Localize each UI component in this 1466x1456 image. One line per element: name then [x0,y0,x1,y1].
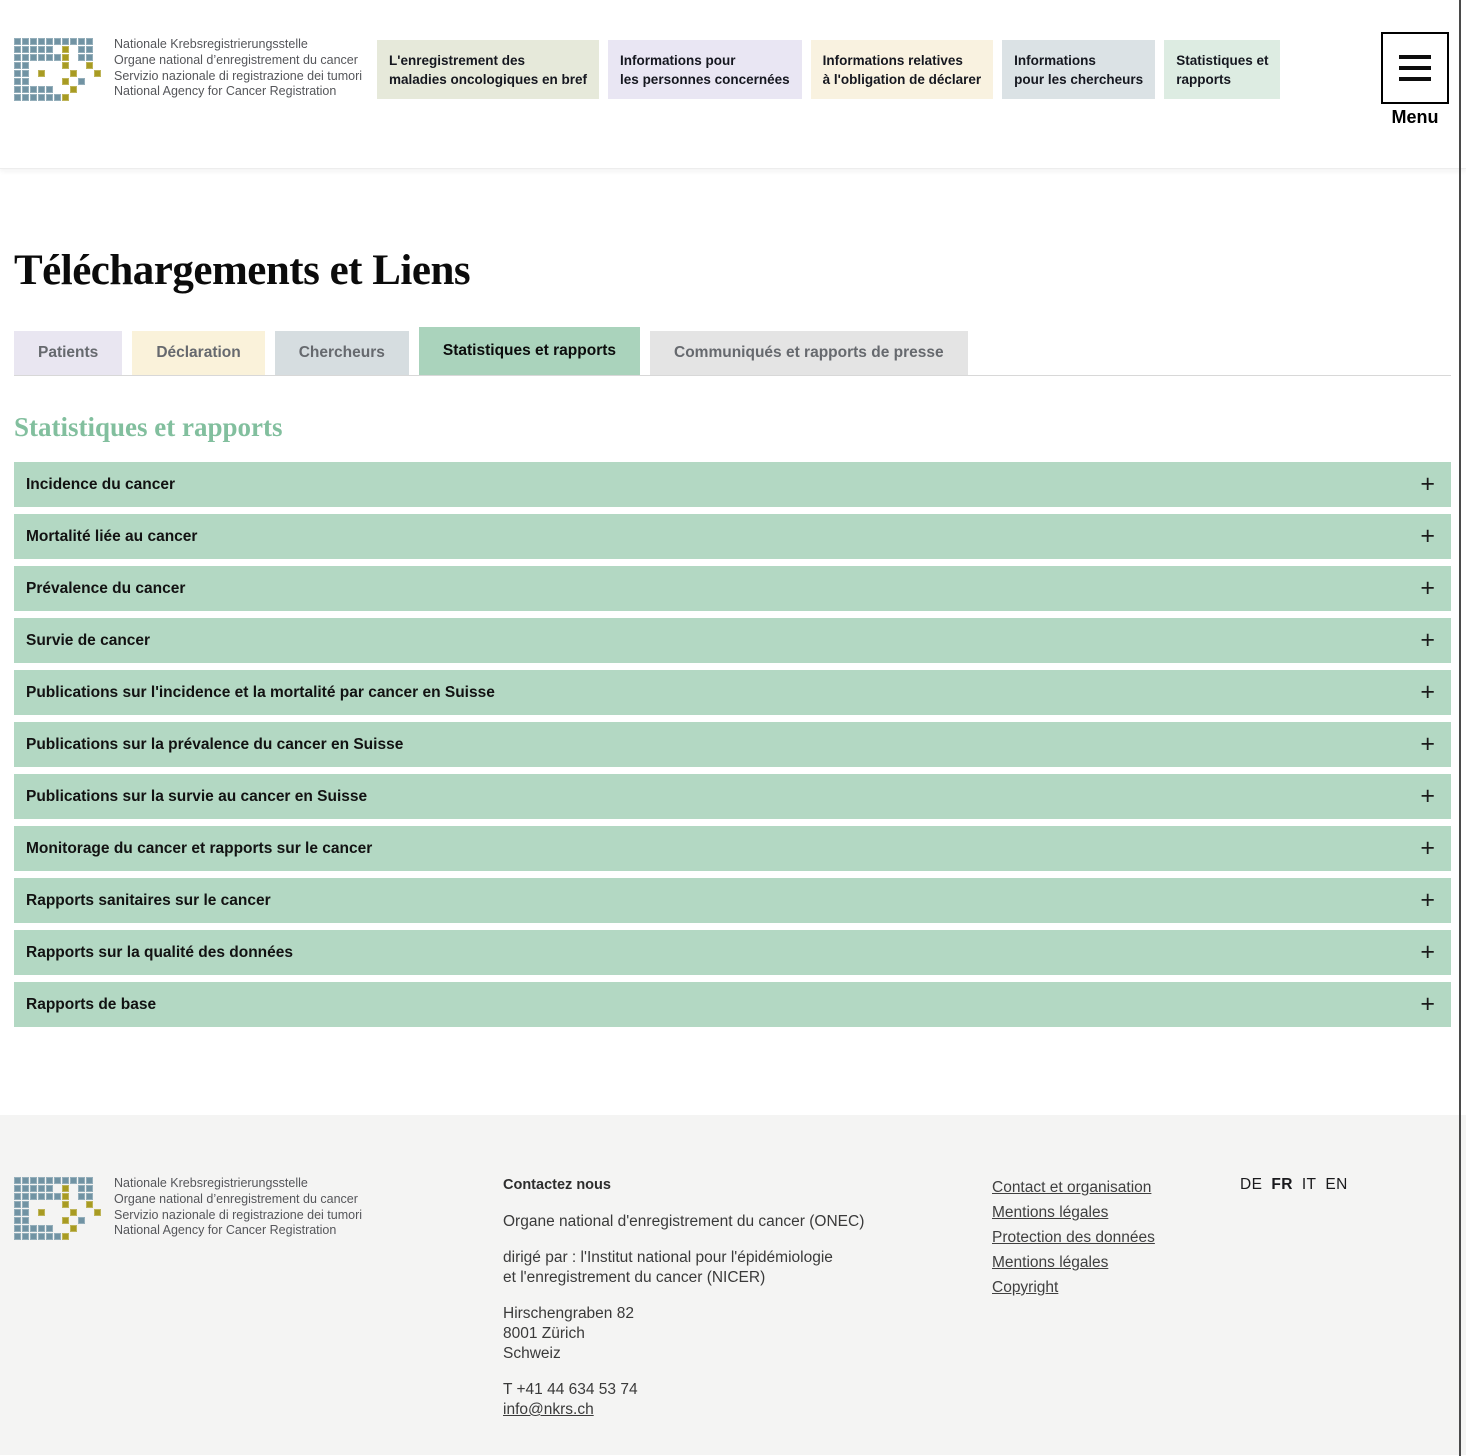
accordion-item[interactable] [14,774,1451,819]
plus-icon[interactable]: + [1420,990,1435,1018]
logo-name-line: Servizio nazionale di registrazione dei tumori [114,68,363,83]
logo-pixel [30,78,37,85]
logo-pixel [30,1185,37,1192]
language-fr[interactable]: FR [1271,1176,1293,1193]
logo-pixel [62,86,69,93]
logo-pixel [38,46,45,53]
logo-pixel [70,1209,77,1216]
logo-pixel [94,1193,101,1200]
logo-pixel [14,1185,21,1192]
logo-pixel [86,70,93,77]
logo-pixel [78,1233,85,1240]
logo-pixel [46,46,53,53]
logo-pixel [38,94,45,101]
logo-pixel [54,46,61,53]
logo-pixel [14,1209,21,1216]
logo-pixel [30,38,37,45]
logo-pixel [38,70,45,77]
nav-button-4[interactable]: Informations pour les chercheurs [1002,40,1155,99]
accordion-item[interactable] [14,514,1451,559]
logo-pixel [86,1209,93,1216]
logo-pixel [54,1177,61,1184]
contact-phone-email [503,1380,923,1420]
logo-pixel [62,94,69,101]
accordion-item[interactable] [14,462,1451,507]
logo-pixel [38,78,45,85]
logo-pixel [54,86,61,93]
contact-address: Hirschengraben 82 8001 Zürich Schweiz [503,1305,634,1362]
accordion-item-label: Prévalence du cancer [26,579,186,597]
logo-pixel [46,1193,53,1200]
logo-pixel [86,78,93,85]
accordion-item[interactable] [14,670,1451,715]
logo-pixel [78,1185,85,1192]
logo-pixel [14,38,21,45]
logo-pixel [70,38,77,45]
logo-pixel [62,70,69,77]
logo-pixel [78,78,85,85]
accordion-item[interactable] [14,982,1451,1027]
accordion-item[interactable] [14,878,1451,923]
hamburger-bar-icon [1399,66,1431,70]
logo-pixel [62,1225,69,1232]
logo-pixel [54,78,61,85]
logo-pixel [86,94,93,101]
logo-name-line: Organe national d’enregistrement du cancer [114,1191,358,1206]
logo-pixel [14,46,21,53]
accordion-list [14,462,1451,1027]
logo-pixel [30,1177,37,1184]
logo-pixel [94,54,101,61]
plus-icon[interactable]: + [1420,782,1435,810]
language-en[interactable]: EN [1325,1176,1348,1193]
logo-pixel [38,1217,45,1224]
logo-pixel [46,94,53,101]
logo-pixel [46,86,53,93]
logo-pixel [62,1217,69,1224]
logo-pixel [70,78,77,85]
logo-pixel [62,1233,69,1240]
language-switcher [1240,1176,1348,1194]
logo-pixel [86,1201,93,1208]
logo-pixel [14,1233,21,1240]
logo-pixel [30,54,37,61]
logo-name-line: National Agency for Cancer Registration [114,1223,337,1238]
tab-communiqu-s-et-rapports-de-presse[interactable]: Communiqués et rapports de presse [650,331,968,375]
accordion-item-label: Incidence du cancer [26,475,176,493]
logo-pixel [22,1225,29,1232]
plus-icon[interactable]: + [1420,730,1435,758]
logo-pixel [54,1225,61,1232]
logo-pixel [94,1217,101,1224]
logo-pixel [14,78,21,85]
logo-pixel [78,38,85,45]
logo-pixel [30,62,37,69]
footer-contact-block [503,1175,923,1436]
logo-pixel [54,94,61,101]
logo-pixel [62,1177,69,1184]
logo-pixel [46,1177,53,1184]
logo-pixel [22,46,29,53]
language-de[interactable]: DE [1240,1176,1263,1193]
logo-pixel [70,1217,77,1224]
footer-logo[interactable] [14,1175,362,1240]
logo-pixel [86,54,93,61]
logo-pixel [46,1217,53,1224]
logo-pixel [62,1185,69,1192]
logo-pixel [62,1201,69,1208]
logo-pixel [54,1185,61,1192]
logo-pixel [38,1177,45,1184]
logo-pixel [54,38,61,45]
logo-pixel [38,1233,45,1240]
logo-pixel [46,70,53,77]
logo-pixel [22,1209,29,1216]
logo-pixel [62,46,69,53]
logo-pixel [70,1201,77,1208]
logo-pixel [46,1225,53,1232]
accordion-item-label: Publications sur la survie au cancer en Suisse [26,787,368,805]
logo-pixel [62,78,69,85]
plus-icon[interactable]: + [1420,678,1435,706]
logo-pixel [78,62,85,69]
plus-icon[interactable]: + [1420,470,1435,498]
site-logo[interactable] [14,36,362,101]
logo-pixel [70,86,77,93]
plus-icon[interactable]: + [1420,522,1435,550]
logo-pixel [94,1225,101,1232]
logo-pixel [22,86,29,93]
accordion-item-label: Publications sur la prévalence du cancer en Suisse [26,735,404,753]
logo-pixel [14,1201,21,1208]
contact-heading: Contactez nous [503,1177,611,1193]
plus-icon[interactable]: + [1420,834,1435,862]
logo-pixel [22,78,29,85]
footer-link-mentions-l-gales[interactable]: Mentions légales [992,1204,1109,1221]
logo-pixel [62,54,69,61]
logo-pixel [46,54,53,61]
logo-pixel [38,1201,45,1208]
logo-pixel [22,1193,29,1200]
footer-link-copyright[interactable]: Copyright [992,1279,1059,1296]
logo-pixel [14,1217,21,1224]
logo-pixel [22,70,29,77]
hamburger-bar-icon [1399,77,1431,81]
logo-pixel [86,1185,93,1192]
logo-pixel [38,1193,45,1200]
logo-pixel [94,1233,101,1240]
logo-pixel [54,1217,61,1224]
logo-name-line: Servizio nazionale di registrazione dei tumori [114,1207,363,1222]
logo-pixel [14,1193,21,1200]
site-header [0,0,1466,169]
logo-pixel [86,86,93,93]
accordion-item-label: Monitorage du cancer et rapports sur le cancer [26,839,373,857]
logo-pixel [38,1185,45,1192]
plus-icon[interactable]: + [1420,626,1435,654]
logo-pixel [62,1193,69,1200]
logo-organization-names [114,1175,362,1239]
accordion-item-label: Rapports sanitaires sur le cancer [26,891,271,909]
logo-pixel [22,94,29,101]
logo-pixel [54,1193,61,1200]
logo-pixel [30,1201,37,1208]
logo-pixel [30,86,37,93]
logo-pixel [14,1225,21,1232]
logo-pixel [86,1225,93,1232]
logo-pixel [14,54,21,61]
logo-name-line: Organe national d’enregistrement du cancer [114,52,358,67]
logo-pixel [86,1177,93,1184]
logo-pixel [94,1201,101,1208]
window-right-edge [1459,0,1461,1456]
main-content [0,247,1466,1027]
tab-patients[interactable]: Patients [14,331,122,375]
downloads-tab-strip [14,327,1451,376]
plus-icon[interactable]: + [1420,938,1435,966]
logo-pixel [46,62,53,69]
logo-pixel [70,1193,77,1200]
logo-pixel [30,1233,37,1240]
footer-link-contact-et-organisation[interactable]: Contact et organisation [992,1179,1152,1196]
language-it[interactable]: IT [1301,1176,1317,1193]
logo-pixel [46,1185,53,1192]
logo-pixel [38,62,45,69]
primary-nav [377,40,1280,99]
logo-name-line: National Agency for Cancer Registration [114,84,337,99]
contact-organization: Organe national d'enregistrement du cancer (ONEC) [503,1213,865,1230]
logo-pixel-icon [14,1175,101,1240]
accordion-item[interactable] [14,566,1451,611]
logo-pixel [78,94,85,101]
logo-pixel [94,46,101,53]
logo-pixel [94,38,101,45]
logo-pixel [70,1185,77,1192]
nav-button-2[interactable]: Informations pour les personnes concernées [608,40,802,99]
accordion-item-label: Survie de cancer [26,631,151,649]
logo-pixel [70,54,77,61]
logo-pixel [78,1225,85,1232]
logo-pixel [30,70,37,77]
accordion-item-label: Rapports de base [26,995,157,1013]
logo-pixel [22,1185,29,1192]
site-footer [0,1115,1466,1455]
logo-pixel [70,1225,77,1232]
logo-pixel [38,1209,45,1216]
logo-pixel [94,1209,101,1216]
menu-label: Menu [1391,107,1439,127]
logo-pixel [46,1233,53,1240]
hamburger-bar-icon [1399,55,1431,59]
logo-pixel [70,70,77,77]
logo-pixel [22,1217,29,1224]
logo-pixel [94,62,101,69]
logo-pixel [38,54,45,61]
logo-pixel [78,1193,85,1200]
logo-pixel [30,1217,37,1224]
logo-pixel [54,1209,61,1216]
logo-pixel [38,86,45,93]
logo-pixel [78,1177,85,1184]
logo-name-line: Nationale Krebsregistrierungsstelle [114,1176,308,1190]
logo-pixel [54,54,61,61]
logo-pixel [70,46,77,53]
tab-chercheurs[interactable]: Chercheurs [275,331,409,375]
logo-pixel [22,1177,29,1184]
logo-pixel [22,54,29,61]
logo-pixel [78,1209,85,1216]
logo-organization-names [114,36,362,100]
logo-pixel [86,1233,93,1240]
logo-pixel [14,70,21,77]
nav-button-1[interactable]: L'enregistrement des maladies oncologiques en bref [377,40,599,99]
logo-pixel [54,70,61,77]
logo-pixel [30,46,37,53]
logo-pixel [94,1177,101,1184]
logo-pixel [30,1225,37,1232]
logo-pixel [62,38,69,45]
accordion-item[interactable] [14,826,1451,871]
logo-pixel [78,1201,85,1208]
logo-pixel [78,54,85,61]
logo-pixel [62,1209,69,1216]
logo-pixel [78,70,85,77]
logo-pixel [14,86,21,93]
logo-pixel [46,1209,53,1216]
logo-pixel [86,1193,93,1200]
accordion-item[interactable] [14,618,1451,663]
logo-pixel [30,1193,37,1200]
logo-pixel [38,38,45,45]
logo-pixel [86,46,93,53]
logo-pixel [14,1177,21,1184]
logo-pixel [22,1233,29,1240]
logo-pixel [86,38,93,45]
footer-link-mentions-l-gales[interactable]: Mentions légales [992,1254,1109,1271]
logo-pixel [46,38,53,45]
accordion-item[interactable] [14,722,1451,767]
logo-pixel [94,86,101,93]
logo-pixel [22,1201,29,1208]
tab-statistiques-et-rapports[interactable]: Statistiques et rapports [419,327,640,375]
logo-pixel [94,78,101,85]
logo-pixel [86,1217,93,1224]
logo-pixel [78,1217,85,1224]
logo-pixel [22,62,29,69]
logo-pixel [14,62,21,69]
accordion-item[interactable] [14,930,1451,975]
accordion-item-label: Rapports sur la qualité des données [26,943,294,961]
logo-pixel [14,94,21,101]
footer-link-protection-des-donn-es[interactable]: Protection des données [992,1229,1155,1246]
page-title: Téléchargements et Liens [14,247,471,294]
logo-pixel [94,94,101,101]
logo-pixel [54,1201,61,1208]
section-heading: Statistiques et rapports [14,412,283,442]
logo-pixel-icon [14,36,101,101]
logo-pixel [30,94,37,101]
accordion-item-label: Mortalité liée au cancer [26,527,198,545]
logo-pixel [70,62,77,69]
logo-pixel [46,78,53,85]
contact-email-link[interactable]: info@nkrs.ch [503,1401,594,1418]
logo-pixel [22,38,29,45]
nav-button-5[interactable]: Statistiques et rapports [1164,40,1280,99]
logo-pixel [70,1177,77,1184]
logo-pixel [54,62,61,69]
logo-pixel [38,1225,45,1232]
contact-managed-by: dirigé par : l'Institut national pour l'épidémiologie et l'enregistrement du cancer (NICER) [503,1249,833,1286]
logo-pixel [78,86,85,93]
logo-pixel [30,1209,37,1216]
logo-pixel [94,70,101,77]
logo-name-line: Nationale Krebsregistrierungsstelle [114,37,308,51]
logo-pixel [86,62,93,69]
footer-links [992,1175,1155,1300]
logo-pixel [70,94,77,101]
plus-icon[interactable]: + [1420,574,1435,602]
tab-d-claration[interactable]: Déclaration [132,331,264,375]
logo-pixel [62,62,69,69]
logo-pixel [78,46,85,53]
contact-phone: T +41 44 634 53 74 [503,1381,638,1398]
accordion-item-label: Publications sur l'incidence et la mortalité par cancer en Suisse [26,683,495,701]
plus-icon[interactable]: + [1420,886,1435,914]
logo-pixel [94,1185,101,1192]
logo-pixel [46,1201,53,1208]
logo-pixel [54,1233,61,1240]
logo-pixel [70,1233,77,1240]
hamburger-menu-button[interactable] [1381,32,1449,104]
nav-button-3[interactable]: Informations relatives à l'obligation de déclarer [811,40,994,99]
